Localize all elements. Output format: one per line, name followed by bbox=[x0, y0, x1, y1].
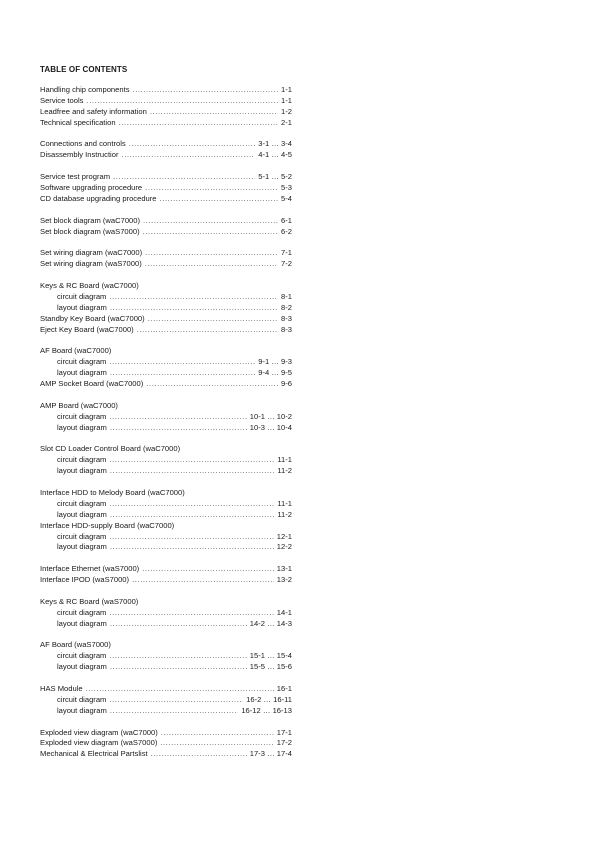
toc-entry-label: Technical specification bbox=[40, 117, 116, 127]
toc-entry bbox=[40, 728, 292, 739]
toc-subentry bbox=[40, 357, 292, 368]
dot-leader bbox=[110, 542, 274, 553]
toc-entry-label: Set wiring diagram (waC7000) bbox=[40, 248, 143, 258]
toc-entry bbox=[40, 325, 292, 336]
toc-subentry bbox=[40, 368, 292, 379]
dot-leader bbox=[143, 227, 278, 238]
dot-leader bbox=[119, 118, 278, 129]
toc-entry-page: 17-3 … 17-4 bbox=[249, 749, 292, 759]
toc-entry bbox=[40, 227, 292, 238]
toc-subentry bbox=[40, 608, 292, 619]
toc-subentry bbox=[40, 619, 292, 630]
toc-entry-label: layout diagram bbox=[57, 542, 107, 552]
toc-entry-page: 8-1 bbox=[281, 291, 292, 301]
toc-entry bbox=[40, 401, 292, 412]
toc-entry-page: 3-1 … 3-4 bbox=[258, 139, 292, 149]
toc-subentry bbox=[40, 423, 292, 434]
toc-entry-page: 11-1 bbox=[277, 498, 292, 508]
toc-entry bbox=[40, 314, 292, 325]
toc-subentry bbox=[40, 542, 292, 553]
dot-leader bbox=[86, 684, 274, 695]
toc-entry-page: 12-1 bbox=[276, 531, 292, 541]
toc-entry-label: circuit diagram bbox=[57, 694, 107, 704]
toc-entry bbox=[40, 259, 292, 270]
dot-leader bbox=[145, 248, 278, 259]
toc-entry-page: 5-3 bbox=[281, 183, 292, 193]
toc-entry-label: Disassembly Instructior bbox=[40, 150, 119, 160]
toc-entry-label: Standby Key Board (waC7000) bbox=[40, 313, 145, 323]
toc-entry-label: Leadfree and safety information bbox=[40, 106, 147, 116]
toc-entry bbox=[40, 248, 292, 259]
toc-entry bbox=[40, 346, 292, 357]
toc-entry-page: 16-2 … 16-11 bbox=[246, 694, 292, 704]
toc-entry-page: 1-1 bbox=[281, 95, 292, 105]
toc-entry-page: 15-5 … 15-6 bbox=[249, 662, 292, 672]
toc-entry bbox=[40, 749, 292, 760]
toc-entry-label: circuit diagram bbox=[57, 651, 107, 661]
toc-entry-label: HAS Module bbox=[40, 683, 83, 693]
toc-entry-page: 5-1 … 5-2 bbox=[258, 172, 292, 182]
toc-entry bbox=[40, 118, 292, 129]
toc-subentry bbox=[40, 455, 292, 466]
toc-entry-label: layout diagram bbox=[57, 422, 107, 432]
dot-leader bbox=[110, 423, 247, 434]
toc-entry-label: Slot CD Loader Control Board (waC7000) bbox=[40, 444, 181, 454]
toc-entry-page: 7-2 bbox=[281, 259, 292, 269]
toc-entry-label: layout diagram bbox=[57, 466, 107, 476]
toc-subentry bbox=[40, 292, 292, 303]
dot-leader bbox=[161, 728, 274, 739]
dot-leader bbox=[110, 706, 239, 717]
dot-leader bbox=[146, 379, 278, 390]
dot-leader bbox=[110, 466, 275, 477]
dot-leader bbox=[129, 139, 256, 150]
toc-entry-page: 6-1 bbox=[281, 215, 292, 225]
dot-leader bbox=[113, 172, 255, 183]
toc-entry-page: 17-1 bbox=[276, 727, 292, 737]
toc-subentry bbox=[40, 706, 292, 717]
toc-entry-label: circuit diagram bbox=[57, 357, 107, 367]
toc-entry bbox=[40, 564, 292, 575]
toc-entry-page: 16-12 … 16-13 bbox=[241, 705, 292, 715]
toc-entry bbox=[40, 150, 292, 161]
page-title: TABLE OF CONTENTS bbox=[40, 65, 128, 74]
toc-entry-label: circuit diagram bbox=[57, 498, 107, 508]
toc-entry-label: Interface HDD to Melody Board (waC7000) bbox=[40, 487, 185, 497]
toc-entry-label: Keys & RC Board (waS7000) bbox=[40, 596, 139, 606]
toc-entry-page: 11-2 bbox=[277, 509, 292, 519]
dot-leader bbox=[150, 107, 278, 118]
dot-leader bbox=[109, 357, 255, 368]
dot-leader bbox=[109, 695, 243, 706]
dot-leader bbox=[110, 662, 247, 673]
toc-entry-label: Interface HDD-supply Board (waC7000) bbox=[40, 520, 175, 530]
toc-entry-label: layout diagram bbox=[57, 302, 107, 312]
toc-entry-page: 6-2 bbox=[281, 226, 292, 236]
toc-entry-label: Set block diagram (waC7000) bbox=[40, 215, 141, 225]
toc-entry bbox=[40, 640, 292, 651]
toc-entry-label: Connections and controls bbox=[40, 139, 126, 149]
dot-leader bbox=[148, 314, 278, 325]
toc-subentry bbox=[40, 695, 292, 706]
dot-leader bbox=[142, 564, 274, 575]
toc-entry bbox=[40, 85, 292, 96]
dot-leader bbox=[109, 499, 274, 510]
toc-entry-page: 1-1 bbox=[281, 85, 292, 94]
toc-entry-page: 17-2 bbox=[276, 738, 292, 748]
toc-entry bbox=[40, 96, 292, 107]
toc-entry-label: circuit diagram bbox=[57, 291, 107, 301]
toc-entry bbox=[40, 281, 292, 292]
dot-leader bbox=[110, 619, 247, 630]
toc-entry-page: 2-1 bbox=[281, 117, 292, 127]
toc-subentry bbox=[40, 662, 292, 673]
dot-leader bbox=[143, 216, 278, 227]
toc-entry-label: Software upgrading procedure bbox=[40, 183, 143, 193]
toc-subentry bbox=[40, 466, 292, 477]
toc-subentry bbox=[40, 412, 292, 423]
dot-leader bbox=[151, 749, 247, 760]
dot-leader bbox=[145, 183, 278, 194]
toc-entry-page: 13-2 bbox=[276, 575, 292, 585]
toc-entry bbox=[40, 379, 292, 390]
toc-entry-page: 8-2 bbox=[281, 302, 292, 312]
toc-entry-label: layout diagram bbox=[57, 618, 107, 628]
toc-entry-page: 4-1 … 4-5 bbox=[258, 150, 292, 160]
toc-entry-page: 5-4 bbox=[281, 193, 292, 203]
dot-leader bbox=[109, 412, 246, 423]
toc-entry-label: Exploded view diagram (waC7000) bbox=[40, 727, 158, 737]
toc-entry-label: Service tools bbox=[40, 95, 84, 105]
dot-leader bbox=[109, 455, 274, 466]
toc-entry bbox=[40, 107, 292, 118]
toc-entry-label: Exploded view diagram (waS7000) bbox=[40, 738, 158, 748]
dot-leader bbox=[109, 651, 246, 662]
toc-entry-label: AMP Board (waC7000) bbox=[40, 400, 118, 410]
toc-entry-label: circuit diagram bbox=[57, 607, 107, 617]
toc-entry-page: 1-2 bbox=[281, 106, 292, 116]
toc-entry bbox=[40, 684, 292, 695]
toc-subentry bbox=[40, 303, 292, 314]
toc-subentry bbox=[40, 651, 292, 662]
toc-entry bbox=[40, 738, 292, 749]
dot-leader bbox=[86, 96, 278, 107]
toc-entry bbox=[40, 139, 292, 150]
toc-entry-label: Eject Key Board (waC7000) bbox=[40, 324, 134, 334]
dot-leader bbox=[110, 368, 255, 379]
toc-entry-label: layout diagram bbox=[57, 662, 107, 672]
dot-leader bbox=[110, 303, 278, 314]
toc-entry-label: AMP Socket Board (waC7000) bbox=[40, 379, 144, 389]
toc-entry bbox=[40, 575, 292, 586]
dot-leader bbox=[132, 575, 274, 586]
dot-leader bbox=[160, 738, 273, 749]
toc-entry-label: circuit diagram bbox=[57, 455, 107, 465]
toc-entry-page: 15-1 … 15-4 bbox=[249, 651, 292, 661]
toc-entry-page: 10-3 … 10-4 bbox=[249, 422, 292, 432]
toc-entry-label: Mechanical & Electrical Partslist bbox=[40, 749, 148, 759]
toc-entry-page: 11-1 bbox=[277, 455, 292, 465]
toc-entry-page: 8-3 bbox=[281, 313, 292, 323]
toc-entry-label: layout diagram bbox=[57, 509, 107, 519]
toc-entry-page: 13-1 bbox=[276, 564, 292, 574]
dot-leader bbox=[133, 85, 279, 96]
toc-entry-label: Handling chip components bbox=[40, 85, 130, 94]
toc-entry-page: 7-1 bbox=[281, 248, 292, 258]
toc-entry-label: layout diagram bbox=[57, 368, 107, 378]
toc-entry bbox=[40, 521, 292, 532]
toc-subentry bbox=[40, 532, 292, 543]
toc-entry bbox=[40, 444, 292, 455]
toc-entry-label: Interface IPOD (waS7000) bbox=[40, 575, 130, 585]
toc-entry-label: Service test program bbox=[40, 172, 111, 182]
toc-entry bbox=[40, 183, 292, 194]
toc-entry bbox=[40, 597, 292, 608]
table-of-contents bbox=[40, 85, 292, 760]
toc-entry-label: Keys & RC Board (waC7000) bbox=[40, 281, 139, 291]
toc-entry bbox=[40, 216, 292, 227]
dot-leader bbox=[137, 325, 278, 336]
toc-entry-label: Set block diagram (waS7000) bbox=[40, 226, 140, 236]
dot-leader bbox=[145, 259, 278, 270]
toc-entry-label: CD database upgrading procedure bbox=[40, 193, 157, 203]
toc-entry-page: 9-6 bbox=[281, 379, 292, 389]
dot-leader bbox=[109, 292, 278, 303]
toc-entry-label: AF Board (waC7000) bbox=[40, 346, 112, 356]
toc-entry-page: 9-4 … 9-5 bbox=[258, 368, 292, 378]
dot-leader bbox=[109, 532, 273, 543]
toc-subentry bbox=[40, 499, 292, 510]
toc-entry-page: 11-2 bbox=[277, 466, 292, 476]
toc-entry-label: Interface Ethernet (waS7000) bbox=[40, 564, 140, 574]
toc-entry-page: 16-1 bbox=[276, 683, 292, 693]
toc-entry bbox=[40, 172, 292, 183]
toc-entry-page: 14-1 bbox=[276, 607, 292, 617]
toc-entry-page: 10-1 … 10-2 bbox=[249, 411, 292, 421]
toc-entry-page: 9-1 … 9-3 bbox=[258, 357, 292, 367]
toc-entry-page: 14-2 … 14-3 bbox=[249, 618, 292, 628]
toc-entry bbox=[40, 488, 292, 499]
toc-entry-page: 8-3 bbox=[281, 324, 292, 334]
dot-leader bbox=[160, 194, 278, 205]
toc-subentry bbox=[40, 510, 292, 521]
toc-entry-label: AF Board (waS7000) bbox=[40, 640, 111, 650]
dot-leader bbox=[110, 510, 275, 521]
toc-entry-page: 12-2 bbox=[276, 542, 292, 552]
toc-entry-label: Set wiring diagram (waS7000) bbox=[40, 259, 142, 269]
toc-entry bbox=[40, 194, 292, 205]
toc-entry-label: circuit diagram bbox=[57, 411, 107, 421]
toc-entry-label: circuit diagram bbox=[57, 531, 107, 541]
dot-leader bbox=[122, 150, 256, 161]
dot-leader bbox=[109, 608, 273, 619]
toc-entry-label: layout diagram bbox=[57, 705, 107, 715]
